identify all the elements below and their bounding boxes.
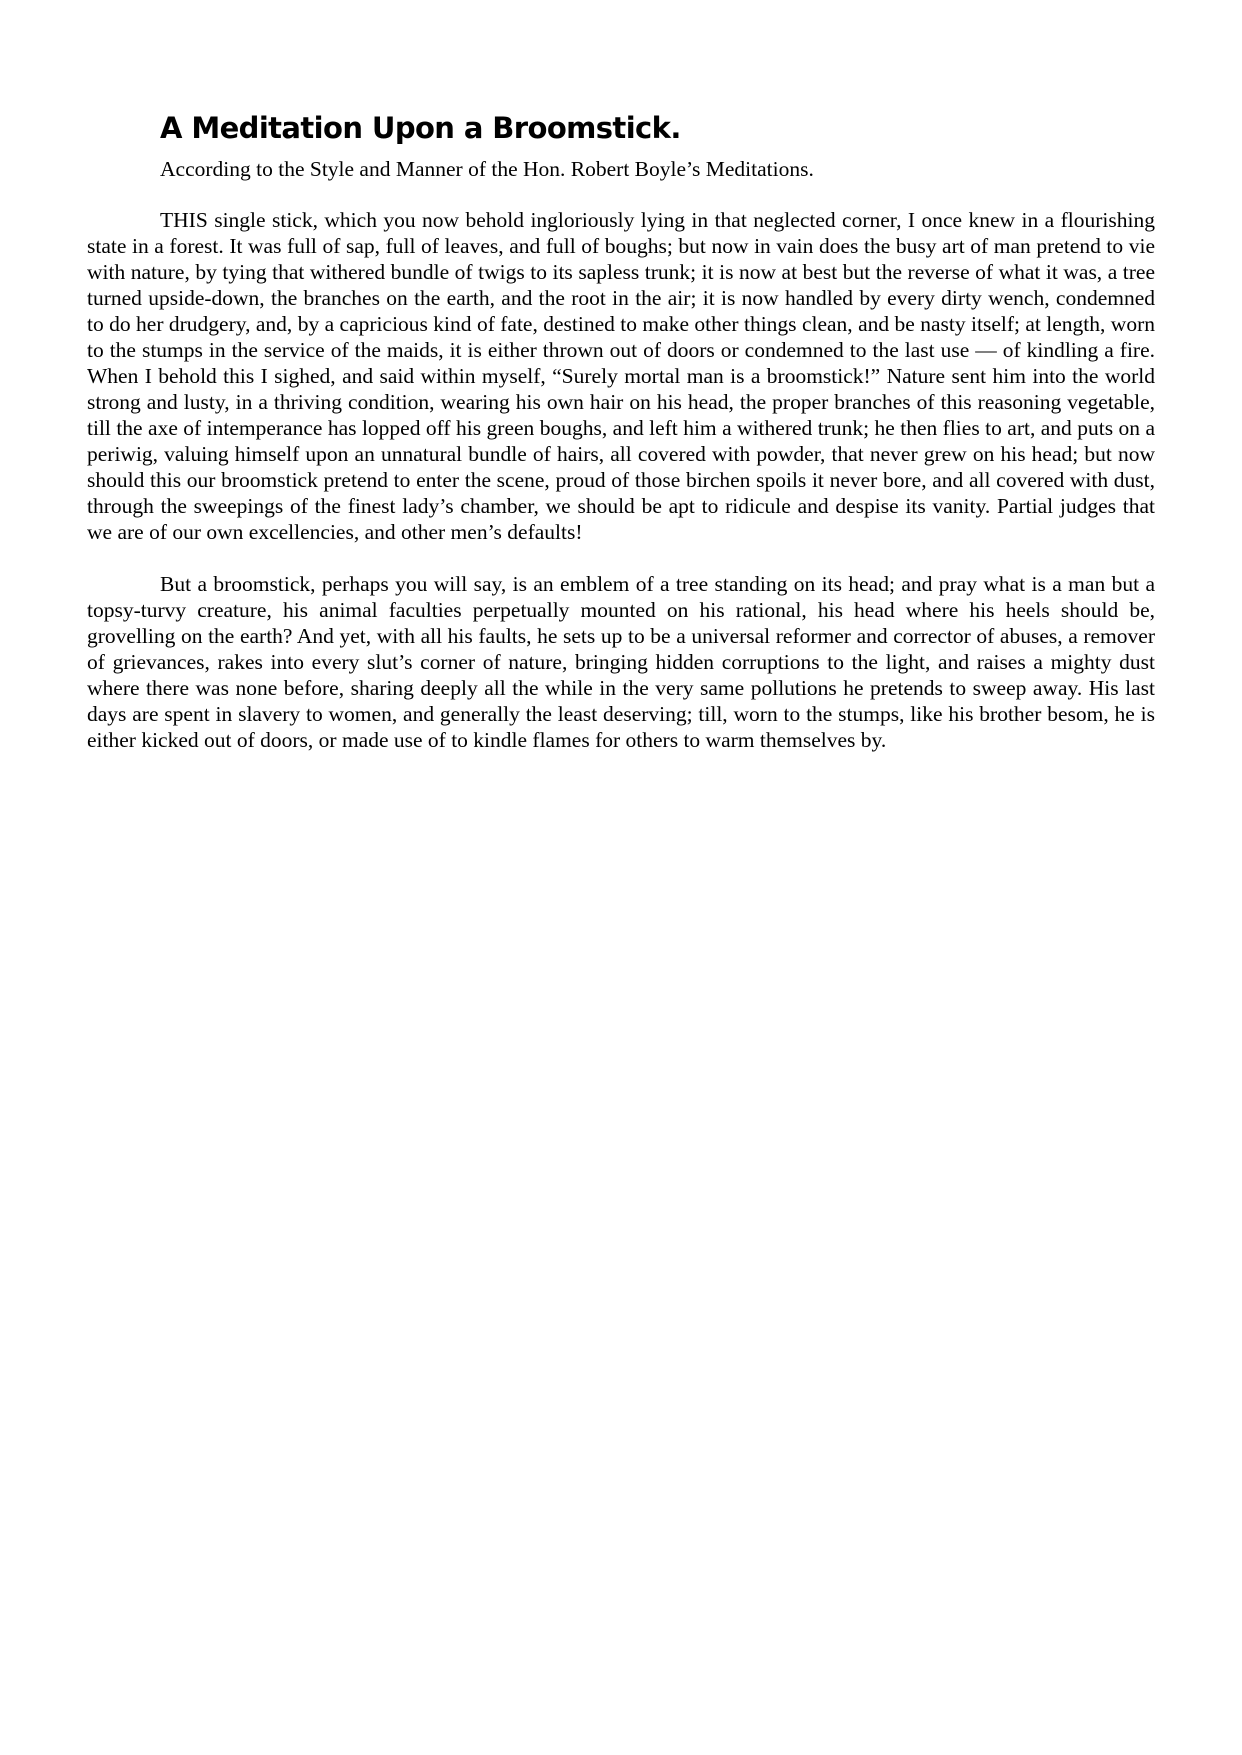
document-body [87, 207, 1155, 779]
body-paragraph: THIS single stick, which you now behold ingloriously lying in that neglected corner, I once knew in a flourishing state in a forest. It was full of sap, full of leaves, and full of boughs; but now in vain does the busy art of man pretend to vie with nature, by tying that withered bundle of twigs to its sapless trunk; it is now at best but the reverse of what it was, a tree turned upside-down, the branches on the earth, and the root in the air; it is now handled by every dirty wench, condemned to do her drudgery, and, by a capricious kind of fate, destined to make other things clean, and be nasty itself; at length, worn to the stumps in the service of the maids, it is either thrown out of doors or condemned to the last use — of kindling a fire. When I behold this I sighed, and said within myself, “Surely mortal man is a broomstick!” Nature sent him into the world strong and lusty, in a thriving condition, wearing his own hair on his head, the proper branches of this reasoning vegetable, till the axe of intemperance has lopped off his green boughs, and left him a withered trunk; he then flies to art, and puts on a periwig, valuing himself upon an unnatural bundle of hairs, all covered with powder, that never grew on his head; but now should this our broomstick pretend to enter the scene, proud of those birchen spoils it never bore, and all covered with dust, through the sweepings of the finest lady’s chamber, we should be apt to ridicule and despise its vanity. Partial judges that we are of our own excellencies, and other men’s defaults! [87, 208, 1155, 544]
document-title: A Meditation Upon a Broomstick. [160, 111, 681, 145]
body-paragraph: But a broomstick, perhaps you will say, is an emblem of a tree standing on its head; and pray what is a man but a topsy-turvy creature, his animal faculties perpetually mounted on his rational, his head where his heels should be, grovelling on the earth? And yet, with all his faults, he sets up to be a universal reformer and corrector of abuses, a remover of grievances, rakes into every slut’s corner of nature, bringing hidden corruptions to the light, and raises a mighty dust where there was none before, sharing deeply all the while in the very same pollutions he pretends to sweep away. His last days are spent in slavery to women, and generally the least deserving; till, worn to the stumps, like his brother besom, he is either kicked out of doors, or made use of to kindle flames for others to warm themselves by. [87, 572, 1155, 752]
document-subtitle: According to the Style and Manner of the Hon. Robert Boyle’s Meditations. [160, 157, 814, 181]
